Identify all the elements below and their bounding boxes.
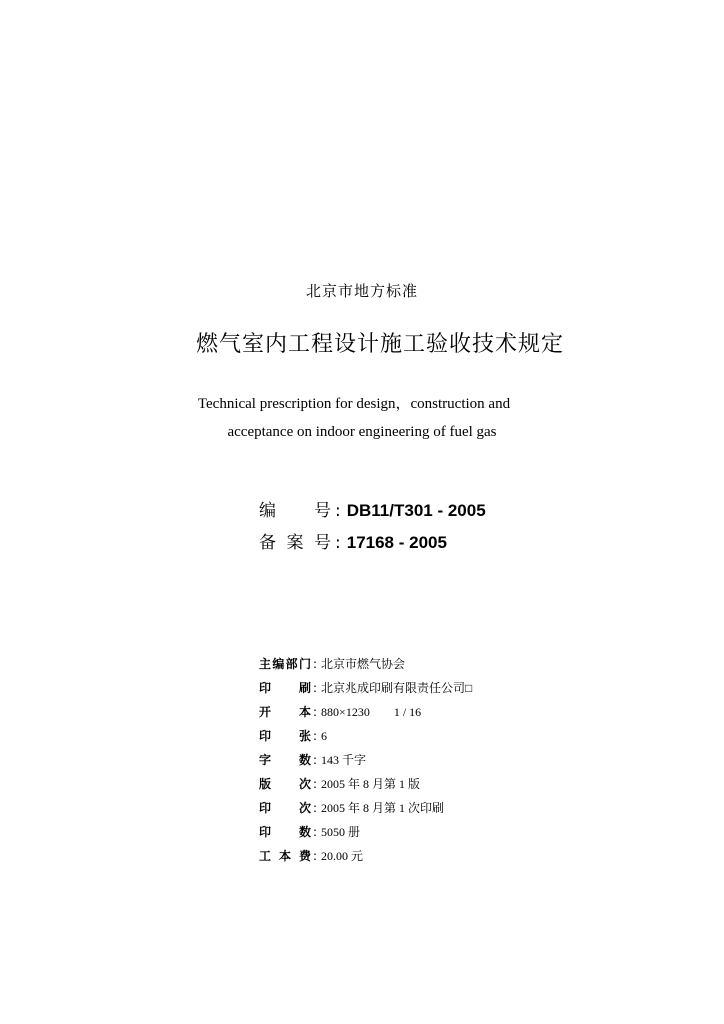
info-row-sheets bbox=[259, 728, 472, 752]
standard-number-separator: : bbox=[335, 501, 341, 521]
filing-number-value: 17168 - 2005 bbox=[346, 533, 447, 552]
info-separator: : bbox=[313, 705, 318, 719]
info-separator: : bbox=[313, 753, 318, 767]
document-title-chinese: 燃气室内工程设计施工验收技术规定 bbox=[196, 332, 565, 357]
info-label: 印刷 bbox=[259, 681, 311, 695]
document-title-english-line-1: Technical prescription for design，construction and bbox=[197, 396, 511, 412]
info-value: 北京市燃气协会 bbox=[321, 657, 406, 671]
info-value: 2005 年 8 月第 1 次印刷 bbox=[321, 801, 445, 815]
info-label: 字数 bbox=[259, 753, 311, 767]
info-row-format bbox=[259, 704, 472, 728]
info-value: 5050 册 bbox=[321, 825, 361, 839]
info-separator: : bbox=[313, 681, 318, 695]
info-separator: : bbox=[313, 801, 318, 815]
filing-number-label: 备案号 bbox=[259, 533, 331, 553]
info-label: 主编部门 bbox=[259, 657, 311, 671]
info-label: 开本 bbox=[259, 705, 311, 719]
info-value: 20.00 元 bbox=[321, 849, 364, 863]
info-label: 印数 bbox=[259, 825, 311, 839]
standard-type-label: 北京市地方标准 bbox=[305, 282, 418, 300]
info-row-print-run bbox=[259, 824, 472, 848]
info-row-printer bbox=[259, 680, 472, 704]
publication-info-list bbox=[259, 656, 472, 872]
info-row-editor bbox=[259, 656, 472, 680]
info-value: 北京兆成印刷有限责任公司□ bbox=[321, 681, 473, 695]
info-separator: : bbox=[313, 657, 318, 671]
info-value: 143 千字 bbox=[321, 753, 367, 767]
info-label: 版次 bbox=[259, 777, 311, 791]
info-separator: : bbox=[313, 777, 318, 791]
info-row-cost bbox=[259, 848, 472, 872]
info-row-printing bbox=[259, 800, 472, 824]
info-label: 工本费 bbox=[259, 849, 311, 863]
filing-number-row bbox=[259, 532, 447, 554]
standard-number-label: 编号 bbox=[259, 501, 331, 521]
info-row-edition bbox=[259, 776, 472, 800]
standard-number-value: DB11/T301 - 2005 bbox=[346, 501, 486, 520]
standard-number-row bbox=[259, 500, 486, 522]
filing-number-separator: : bbox=[335, 533, 341, 553]
info-label: 印次 bbox=[259, 801, 311, 815]
info-row-word-count bbox=[259, 752, 472, 776]
info-separator: : bbox=[313, 729, 318, 743]
document-title-english-line-2: acceptance on indoor engineering of fuel gas bbox=[227, 424, 497, 440]
info-value: 880×1230 1 / 16 bbox=[321, 705, 422, 719]
info-label: 印张 bbox=[259, 729, 311, 743]
info-separator: : bbox=[313, 825, 318, 839]
info-separator: : bbox=[313, 849, 318, 863]
info-value: 6 bbox=[321, 729, 328, 743]
info-value: 2005 年 8 月第 1 版 bbox=[321, 777, 421, 791]
